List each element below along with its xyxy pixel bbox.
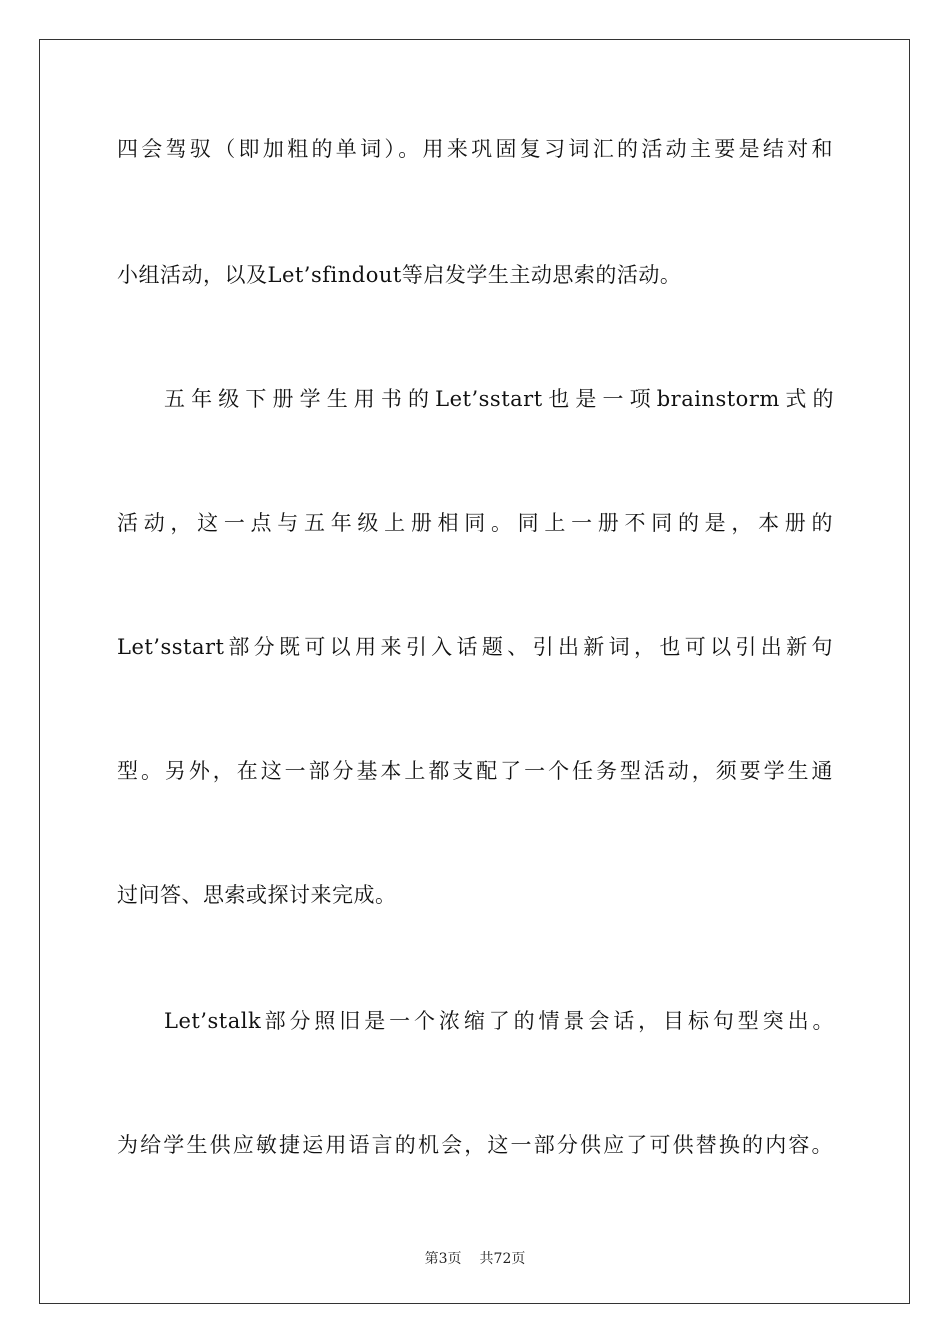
paragraph-line: 五年级下册学生用书的Let’sstart也是一项brainstorm式的 [164, 387, 834, 411]
page-total: 共72页 [479, 1251, 526, 1267]
paragraph-line: 过问答、思索或探讨来完成。 [117, 883, 397, 907]
paragraph-line: 四会驾驭（即加粗的单词）。用来巩固复习词汇的活动主要是结对和 [117, 137, 833, 161]
page-border [39, 39, 910, 1304]
paragraph-line: 型。另外，在这一部分基本上都支配了一个任务型活动，须要学生通 [117, 759, 833, 783]
paragraph-line: Let’sstart部分既可以用来引入话题、引出新词，也可以引出新句 [117, 635, 833, 659]
page-number: 第3页 [424, 1251, 462, 1267]
paragraph-line: 为给学生供应敏捷运用语言的机会，这一部分供应了可供替换的内容。 [117, 1133, 833, 1157]
paragraph-line: Let’stalk部分照旧是一个浓缩了的情景会话，目标句型突出。 [164, 1009, 834, 1033]
paragraph-line: 小组活动，以及Let’sfindout等启发学生主动思索的活动。 [117, 263, 682, 287]
page-footer [0, 1248, 950, 1268]
paragraph-line: 活动，这一点与五年级上册相同。同上一册不同的是，本册的 [117, 511, 833, 535]
